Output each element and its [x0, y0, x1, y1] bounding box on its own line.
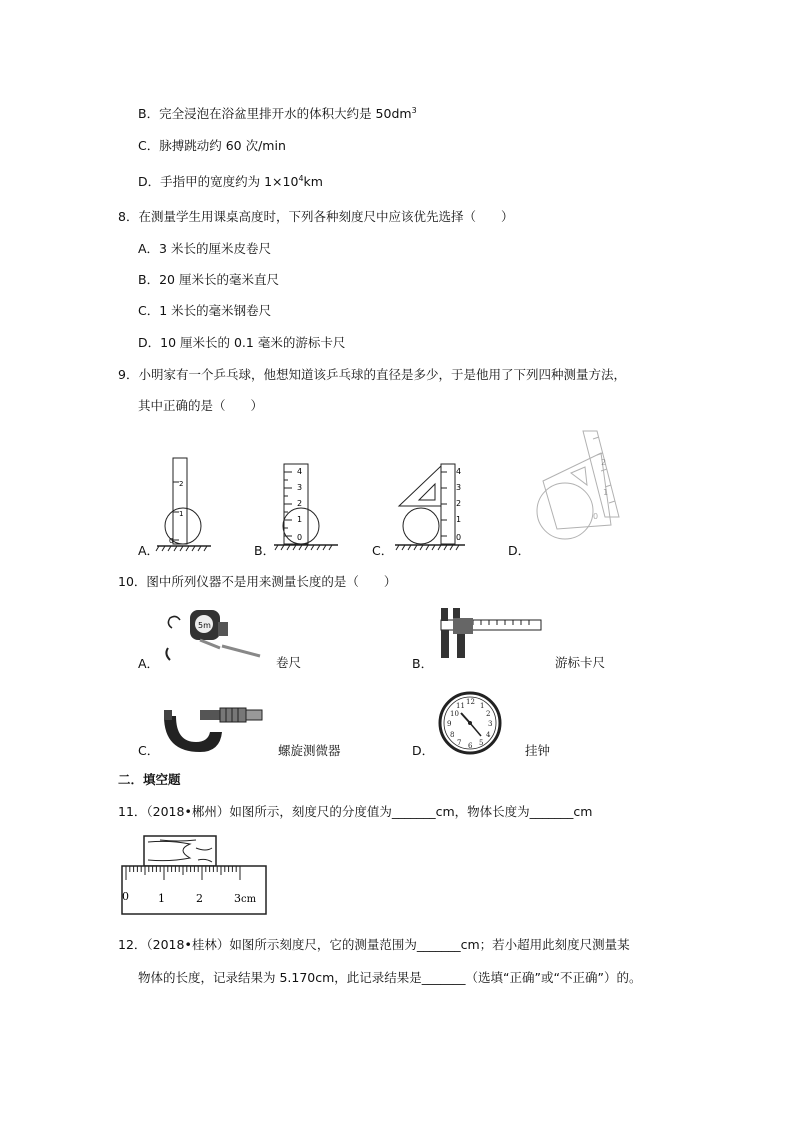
q9-d-tick: 0 [593, 512, 599, 521]
q9-label-b: B． [254, 543, 276, 558]
q9-stem-line1: 9．小明家有一个乒乓球，他想知道该乒乓球的直径是多少，于是他用了下列四种测量方法， [118, 367, 626, 382]
svg-text:1: 1 [480, 702, 485, 710]
q10-option-a-letter: A． [138, 656, 160, 671]
svg-text:4: 4 [486, 731, 491, 739]
q11-stem: 11．（2018•郴州）如图所示，刻度尺的分度值为_______cm，物体长度为_______cm [118, 804, 593, 819]
q10-stem: 10．图中所列仪器不是用来测量长度的是（ ） [118, 574, 397, 589]
q11-ruler-label: 2 [196, 892, 203, 905]
q9-b-tick: 2 [297, 499, 303, 508]
q9-b-tick: 3 [297, 483, 303, 492]
q10-option-c-name: 螺旋测微器 [278, 743, 341, 758]
q9-b-tick: 0 [297, 533, 303, 542]
svg-text:9: 9 [447, 720, 452, 728]
section-heading: 二．填空题 [118, 772, 181, 787]
svg-text:12: 12 [466, 698, 475, 706]
q9-figure-d [535, 425, 635, 553]
svg-text:8: 8 [450, 731, 455, 739]
q10-vernier-caliper-image [433, 606, 545, 664]
svg-text:10: 10 [450, 710, 459, 718]
q9-b-tick: 1 [297, 515, 303, 524]
q11-ruler-label: 3 [234, 892, 241, 905]
q8-option-b: B．20 厘米长的毫米直尺 [138, 272, 279, 287]
q9-a-tick: 0 [169, 537, 174, 545]
q9-c-tick: 0 [456, 533, 462, 542]
svg-text:5: 5 [479, 739, 484, 747]
svg-text:6: 6 [468, 742, 473, 750]
q10-option-a-name: 卷尺 [276, 655, 302, 670]
q12-line2: 物体的长度，记录结果为 5.170cm，此记录结果是_______（选填“正确”或“不正确”）的。 [138, 970, 642, 985]
q10-option-b-letter: B． [412, 656, 434, 671]
q9-c-tick: 3 [456, 483, 462, 492]
q9-b-tick: 4 [297, 467, 303, 476]
q9-stem-line2: 其中正确的是（ ） [138, 398, 264, 413]
q11-ruler-label: 1 [158, 892, 165, 905]
q11-ruler-label: 0 [122, 890, 129, 903]
q9-label-a: A． [138, 543, 160, 558]
q9-d-tick: 2 [601, 458, 607, 467]
q9-figure-c [393, 460, 471, 552]
q12-line1: 12．（2018•桂林）如图所示刻度尺，它的测量范围为_______cm；若小超用此刻度尺测量某 [118, 937, 630, 952]
q10-option-b-name: 游标卡尺 [555, 655, 606, 670]
svg-text:11: 11 [456, 702, 465, 710]
q9-label-c: C． [372, 543, 394, 558]
svg-text:2: 2 [486, 710, 491, 718]
q8-option-c: C．1 米长的毫米钢卷尺 [138, 303, 272, 318]
q9-a-tick: 2 [179, 480, 184, 488]
q8-stem: 8．在测量学生用课桌高度时，下列各种刻度尺中应该优先选择（ ） [118, 209, 514, 224]
q8-option-d: D．10 厘米长的 0.1 毫米的游标卡尺 [138, 335, 346, 350]
q9-figure-b [272, 460, 342, 552]
q11-ruler-unit: cm [241, 894, 257, 905]
q9-label-d: D． [508, 543, 531, 558]
q8-option-a: A．3 米长的厘米皮卷尺 [138, 241, 271, 256]
q9-figure-a [155, 452, 215, 552]
q9-a-tick: 1 [179, 510, 184, 518]
svg-text:7: 7 [457, 739, 462, 747]
q10-tape-measure-image [160, 608, 270, 668]
q11-ruler-figure [120, 834, 270, 918]
svg-text:5m: 5m [198, 621, 211, 630]
q9-c-tick: 2 [456, 499, 462, 508]
q7-option-d: D．手指甲的宽度约为 $1\times 10^4km$ [138, 173, 323, 189]
q9-c-tick: 4 [456, 467, 462, 476]
q9-d-tick: 1 [603, 488, 609, 497]
q7-option-c: C．脉搏跳动约 60 次/min [138, 138, 286, 153]
q7-option-b: B．完全浸泡在浴盆里排开水的体积大约是 $50dm^3$ [138, 105, 417, 121]
q10-option-c-letter: C． [138, 743, 160, 758]
q9-c-tick: 1 [456, 515, 462, 524]
q10-micrometer-image [160, 702, 270, 758]
q10-option-d-letter: D． [412, 743, 435, 758]
svg-text:3: 3 [488, 720, 493, 728]
q10-wall-clock-image [437, 690, 503, 756]
q10-option-d-name: 挂钟 [525, 743, 551, 758]
